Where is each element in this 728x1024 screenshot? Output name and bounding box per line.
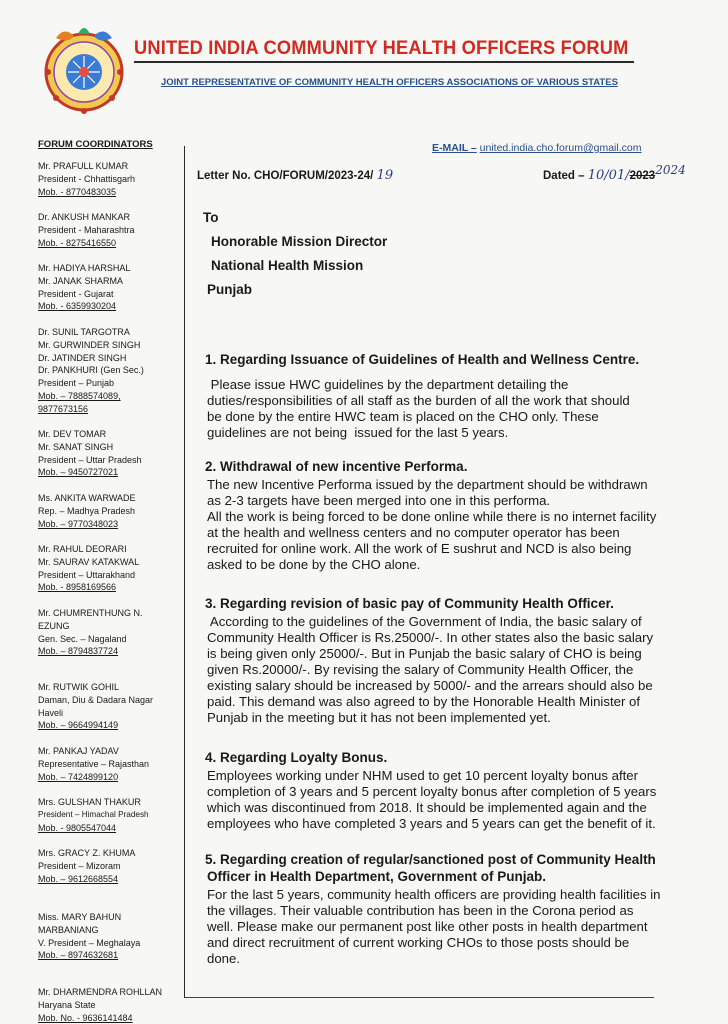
section-5-title-cont: Officer in Health Department, Government of Punjab.	[207, 869, 547, 884]
body-line: which was discontinued from 2018. It should be implemented again and the	[207, 800, 647, 815]
section-1-title: 1. Regarding Issuance of Guidelines of Health and Wellness Centre.	[205, 352, 640, 367]
coordinator-line: President – Uttarakhand	[38, 569, 136, 580]
section-4-body	[207, 768, 722, 832]
coordinator-entry	[38, 745, 180, 783]
coordinator-line: President - Maharashtra	[38, 224, 135, 235]
forum-logo-seal	[34, 18, 134, 118]
coordinator-line: President - Gujarat	[38, 288, 114, 299]
coordinator-line: President – Himachal Pradesh	[38, 809, 149, 819]
recipient-line: National Health Mission	[211, 258, 364, 273]
body-line: asked to be done by the CHO alone.	[207, 557, 421, 572]
body-line: According to the guidelines of the Government of India, the basic salary of	[207, 614, 642, 629]
coordinator-entry	[38, 986, 180, 1024]
coordinator-line: Gen. Sec. – Nagaland	[38, 633, 127, 644]
coordinator-entry	[38, 681, 180, 732]
coordinator-line: Dr. PANKHURI (Gen Sec.)	[38, 365, 144, 376]
coordinator-mobile: Mob. – 8974632681	[38, 950, 119, 961]
coordinator-line: Mr. HADIYA HARSHAL	[38, 263, 131, 273]
coordinator-line: Mr. JANAK SHARMA	[38, 275, 124, 286]
body-line: employees who have completed 3 years and 5 years can get the benefit of it.	[207, 816, 656, 831]
coordinator-line: President – Mizoram	[38, 860, 121, 871]
coordinator-line: Mr. DHARMENDRA ROHLLAN	[38, 987, 163, 997]
bottom-divider	[184, 997, 654, 998]
body-line: the villages. Their valuable contribution has been in the Corona period as	[207, 903, 634, 918]
coordinator-entry	[38, 262, 180, 313]
email-line	[432, 142, 641, 154]
body-line: at the health and wellness centers and no computer operator has been	[207, 525, 620, 540]
body-line: Community Health Officer is Rs.25000/-. In other states also the basic salary	[207, 630, 654, 645]
coordinator-mobile: Mob. – 7888574089,	[38, 390, 121, 401]
body-line: The new Incentive Performa issued by the department should be withdrawn	[207, 477, 648, 492]
coordinator-line: EZUNG	[38, 620, 70, 631]
email-label: E-MAIL –	[432, 142, 477, 154]
body-line: completion of 3 years and 5 percent loyalty bonus after completion of 5 years	[207, 784, 657, 799]
coordinator-entry	[38, 492, 180, 530]
coordinator-line: Mr. SAURAV KATAKWAL	[38, 556, 140, 567]
letter-number-label: Letter No. CHO/FORUM/2023-24/	[197, 170, 374, 182]
coordinator-line: MARBANIANG	[38, 924, 99, 935]
body-line: paid. This demand was also agreed to by the Honorable Health Minister of	[207, 694, 640, 709]
coordinator-entry	[38, 160, 180, 198]
body-line: All the work is being forced to be done online while there is no internet facility	[207, 509, 657, 524]
coordinator-mobile: Mob. – 7424899120	[38, 771, 119, 782]
coordinator-line: Mr. PANKAJ YADAV	[38, 746, 119, 756]
coordinators-heading: FORUM COORDINATORS	[38, 139, 153, 150]
coordinator-line: Haveli	[38, 707, 64, 718]
coordinator-mobile: Mob. – 8794837724	[38, 646, 119, 657]
coordinator-line: Mrs. GULSHAN THAKUR	[38, 797, 141, 807]
body-line: well. Please make our permanent post like other posts in health department	[207, 919, 648, 934]
body-line: and direct recruitment of current working CHOs to those posts should be	[207, 935, 630, 950]
coordinator-entry	[38, 607, 180, 658]
coordinator-mobile: Mob. No. - 9636141484	[38, 1012, 133, 1023]
coordinator-line: Dr. JATINDER SINGH	[38, 352, 127, 363]
coordinator-line: Mr. RAHUL DEORARI	[38, 544, 127, 554]
section-2-body	[207, 477, 722, 573]
org-subtitle: JOINT REPRESENTATIVE OF COMMUNITY HEALTH OFFICERS ASSOCIATIONS OF VARIOUS STATES	[161, 77, 618, 88]
coordinator-line: V. President – Meghalaya	[38, 937, 141, 948]
body-line: duties/responsibilities of all staff as the burden of all the work that should	[207, 393, 630, 408]
coordinator-entry	[38, 211, 180, 249]
coordinator-line: President - Chhattisgarh	[38, 173, 136, 184]
date-label: Dated –	[543, 170, 585, 182]
recipient-line: Punjab	[207, 282, 253, 297]
section-5-body	[207, 887, 722, 967]
coordinator-line: Representative – Rajasthan	[38, 758, 150, 769]
salutation-to: To	[203, 210, 219, 225]
coordinator-line: Mrs. GRACY Z. KHUMA	[38, 848, 136, 858]
coordinator-mobile: Mob. – 9664994149	[38, 720, 119, 731]
coordinator-mobile: Mob. - 8770483035	[38, 186, 117, 197]
coordinator-mobile: Mob. – 9770348023	[38, 518, 119, 529]
letter-number	[197, 168, 393, 183]
coordinator-mobile: Mob. – 9612668554	[38, 873, 119, 884]
body-line: Please issue HWC guidelines by the department detailing the	[207, 377, 569, 392]
coordinator-entry	[38, 326, 180, 416]
body-line: For the last 5 years, community health officers are providing health facilities in	[207, 887, 661, 902]
coordinator-entry	[38, 543, 180, 594]
coordinator-entry	[38, 911, 180, 962]
body-line: Employees working under NHM used to get 10 percent loyalty bonus after	[207, 768, 639, 783]
coordinator-entry	[38, 847, 180, 885]
section-4-title: 4. Regarding Loyalty Bonus.	[205, 750, 388, 765]
coordinator-mobile: Mob. - 6359930204	[38, 301, 117, 312]
coordinator-line: Mr. RUTWIK GOHIL	[38, 682, 119, 692]
body-line: as 2-3 targets have been merged into one in this performa.	[207, 493, 551, 508]
coordinator-mobile: Mob. – 9450727021	[38, 467, 119, 478]
coordinator-line: Mr. SANAT SINGH	[38, 441, 114, 452]
section-1-body	[207, 377, 722, 441]
coordinator-line: President – Punjab	[38, 378, 115, 389]
body-line: existing salary should be increased by 5000/- and the arrears should also be	[207, 678, 653, 693]
coordinator-mobile: 9877673156	[38, 403, 89, 414]
body-line: be done by the entire HWC team is placed on the CHO only. These	[207, 409, 599, 424]
email-address[interactable]: united.india.cho.forum@gmail.com	[479, 142, 642, 154]
coordinator-line: Mr. PRAFULL KUMAR	[38, 161, 129, 171]
recipient-line: Honorable Mission Director	[211, 234, 388, 249]
letter-date	[543, 163, 686, 183]
body-line: recruited for online work. All the work of E sushrut and NCD is also being	[207, 541, 632, 556]
coordinator-mobile: Mob. - 8275416550	[38, 237, 117, 248]
body-line: is being given only 25000/-. But in Punjab the basic salary of CHO is being	[207, 646, 642, 661]
header-divider	[134, 61, 634, 63]
sidebar-divider	[184, 146, 185, 998]
coordinator-line: President – Uttar Pradesh	[38, 454, 142, 465]
body-line: given Rs.20000/-. By revising the salary of Community Health Officer, the	[207, 662, 634, 677]
coordinator-mobile: Mob. - 9805547044	[38, 822, 117, 833]
coordinator-line: Miss. MARY BAHUN	[38, 912, 122, 922]
coordinator-mobile: Mob. - 8958169566	[38, 582, 117, 593]
coordinator-line: Daman, Diu & Dadara Nagar	[38, 694, 154, 705]
section-2-title: 2. Withdrawal of new incentive Performa.	[205, 459, 468, 474]
coordinator-entry	[38, 796, 180, 834]
coordinator-line: Ms. ANKITA WARWADE	[38, 493, 136, 503]
body-line: Punjab in the meeting but it has not been implemented yet.	[207, 710, 551, 725]
coordinator-entry	[38, 428, 180, 479]
org-title: UNITED INDIA COMMUNITY HEALTH OFFICERS FORUM	[134, 38, 629, 59]
date-handwritten-year: 2024	[655, 163, 686, 177]
coordinator-line: Dr. ANKUSH MANKAR	[38, 212, 131, 222]
body-line: done.	[207, 951, 241, 966]
section-3-body	[207, 614, 722, 726]
section-5-title: 5. Regarding creation of regular/sanctioned post of Community Health	[205, 852, 656, 867]
section-3-title: 3. Regarding revision of basic pay of Community Health Officer.	[205, 596, 614, 611]
coordinator-line: Haryana State	[38, 999, 96, 1010]
date-handwritten: 10/01/	[587, 168, 630, 183]
body-line: guidelines are not being issued for the last 5 years.	[207, 425, 509, 440]
coordinator-line: Dr. SUNIL TARGOTRA	[38, 327, 130, 337]
coordinator-line: Mr. CHUMRENTHUNG N.	[38, 608, 143, 618]
letter-number-handwritten: 19	[376, 168, 394, 183]
coordinator-line: Mr. DEV TOMAR	[38, 429, 107, 439]
date-printed-year: 2023	[629, 170, 656, 182]
coordinator-line: Mr. GURWINDER SINGH	[38, 339, 141, 350]
coordinator-line: Rep. – Madhya Pradesh	[38, 505, 136, 516]
